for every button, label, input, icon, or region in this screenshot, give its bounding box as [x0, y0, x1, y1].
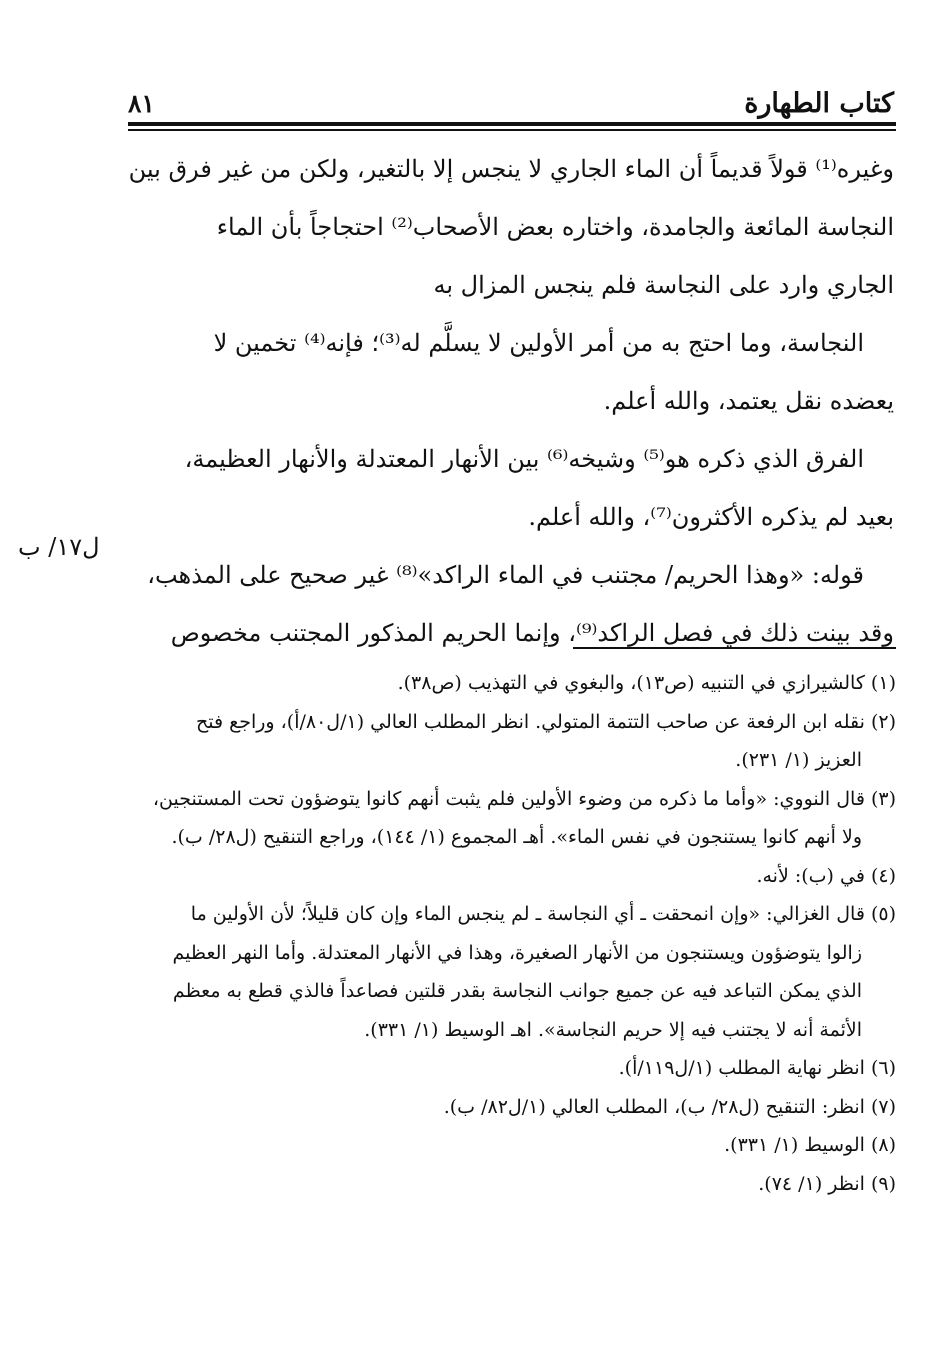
header-title: كتاب الطهارة [744, 88, 894, 119]
header-rule-thin [128, 129, 896, 131]
main-text [128, 140, 894, 662]
text-line: الفرق الذي ذكره هو⁽⁵⁾ وشيخه⁽⁶⁾ بين الأنهار المعتدلة والأنهار العظيمة، [184, 445, 864, 473]
footnote-line: (٧) انظر: التنقيح (ل٢٨/ ب)، المطلب العالي (١/ل٨٢/ ب). [443, 1095, 896, 1118]
footnote-line: (٣) قال النووي: «وأما ما ذكره من وضوء الأولين فلم يثبت أنهم كانوا يتوضؤون تحت المستنجين، [152, 787, 896, 810]
footnote-line: (٩) انظر (١/ ٧٤). [758, 1172, 896, 1195]
running-header [128, 86, 894, 122]
text-line: وغيره⁽¹⁾ قولاً قديماً أن الماء الجاري لا ينجس إلا بالتغير، ولكن من غير فرق بين [128, 155, 894, 183]
footnote-line: الذي يمكن التباعد فيه عن جميع جوانب النجاسة بقدر قلتين فصاعداً فالذي قطع به معظم [172, 980, 862, 1002]
text-line: بعيد لم يذكره الأكثرون⁽⁷⁾، والله أعلم. [528, 503, 894, 531]
footnote-line: ولا أنهم كانوا يستنجون في نفس الماء». أهـ المجموع (١/ ١٤٤)، وراجع التنقيح (ل٢٨/ ب). [171, 826, 862, 848]
footnote-line: (١) كالشيرازي في التنبيه (ص١٣)، والبغوي في التهذيب (ص٣٨). [397, 672, 896, 694]
text-line: يعضده نقل يعتمد، والله أعلم. [603, 387, 894, 415]
footnote-line: (٢) نقله ابن الرفعة عن صاحب التتمة المتولي. انظر المطلب العالي (١/ل٨٠/أ)، وراجع فتح [196, 710, 896, 733]
text-line: الجاري وارد على النجاسة فلم ينجس المزال به [433, 271, 894, 299]
text-line: النجاسة، وما احتج به من أمر الأولين لا يسلَّم له⁽³⁾؛ فإنه⁽⁴⁾ تخمين لا [213, 329, 864, 357]
footnote-line: زالوا يتوضؤون ويستنجون من الأنهار الصغيرة، وهذا في الأنهار المعتدلة. وأما النهر العظيم [172, 941, 862, 964]
footnotes [128, 664, 896, 1203]
header-rule-thick [128, 122, 896, 126]
footnote-separator [573, 647, 896, 649]
footnote-line: الأئمة أنه لا يجتنب فيه إلا حريم النجاسة». اهـ الوسيط (١/ ٣٣١). [364, 1018, 862, 1041]
text-line: وقد بينت ذلك في فصل الراكد⁽⁹⁾، وإنما الحريم المذكور المجتنب مخصوص [170, 619, 894, 647]
text-line: قوله: «وهذا الحريم/ مجتنب في الماء الراكد»⁽⁸⁾ غير صحيح على المذهب، [147, 561, 864, 589]
footnote-line: (٦) انظر نهاية المطلب (١/ل١١٩/أ). [618, 1057, 896, 1079]
footnote-line: العزيز (١/ ٢٣١). [735, 749, 862, 771]
manuscript-folio-note: ل١٧/ ب [18, 533, 100, 561]
footnote-line: (٥) قال الغزالي: «وإن انمحقت ـ أي النجاسة ـ لم ينجس الماء وإن كان قليلاً؛ لأن الأولين ما [190, 903, 896, 925]
footnote-line: (٨) الوسيط (١/ ٣٣١). [724, 1134, 896, 1156]
text-line: النجاسة المائعة والجامدة، واختاره بعض الأصحاب⁽²⁾ احتجاجاً بأن الماء [216, 213, 894, 241]
page-number: ٨١ [128, 89, 155, 118]
footnote-line: (٤) في (ب): لأنه. [756, 864, 896, 887]
